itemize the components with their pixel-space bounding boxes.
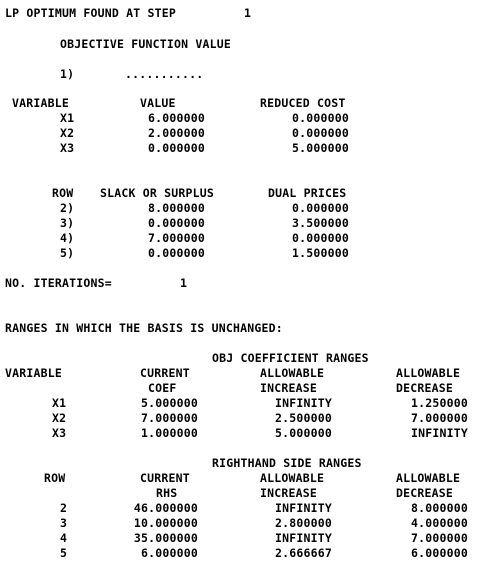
rhs-current: 10.000000	[133, 516, 198, 530]
value-header: VALUE	[140, 96, 176, 110]
rhs-increase-subheader: INCREASE	[260, 486, 317, 500]
rhs-subheader: RHS	[156, 486, 178, 500]
obj-ranges-title: OBJ COEFFICIENT RANGES	[212, 351, 369, 365]
row-slack: 0.000000	[148, 246, 205, 260]
objective-row-label: 1)	[60, 67, 75, 81]
obj-variable-name: X1	[52, 396, 67, 410]
rhs-allowable-decrease-header: ALLOWABLE	[396, 471, 461, 485]
variable-reduced-cost: 5.000000	[292, 141, 349, 155]
row-slack: 0.000000	[148, 216, 205, 230]
rhs-increase: 2.800000	[275, 516, 332, 530]
obj-increase: 2.500000	[275, 411, 332, 425]
objective-value: ...........	[125, 67, 204, 81]
variable-reduced-cost: 0.000000	[292, 126, 349, 140]
variable-value: 0.000000	[148, 141, 205, 155]
rhs-ranges-title: RIGHTHAND SIDE RANGES	[212, 456, 362, 470]
obj-decrease: 1.250000	[411, 396, 468, 410]
rhs-decrease-subheader: DECREASE	[396, 486, 453, 500]
slack-header: SLACK OR SURPLUS	[100, 186, 214, 200]
rhs-increase: 2.666667	[275, 546, 332, 560]
obj-allowable-decrease-header: ALLOWABLE	[396, 366, 461, 380]
obj-current: 7.000000	[141, 411, 198, 425]
rhs-decrease: 6.000000	[411, 546, 468, 560]
objective-function-label: OBJECTIVE FUNCTION VALUE	[60, 37, 231, 51]
variable-header: VARIABLE	[12, 96, 69, 110]
row-slack: 7.000000	[148, 231, 205, 245]
rhs-allowable-increase-header: ALLOWABLE	[260, 471, 325, 485]
row-label: 3)	[60, 216, 75, 230]
obj-variable-name: X2	[52, 411, 67, 425]
row-label: 2)	[60, 201, 75, 215]
iterations-label: NO. ITERATIONS=	[5, 276, 112, 290]
reduced-cost-header: REDUCED COST	[260, 96, 346, 110]
rhs-current: 6.000000	[141, 546, 198, 560]
obj-coef-subheader: COEF	[148, 381, 177, 395]
dual-prices-header: DUAL PRICES	[268, 186, 347, 200]
rhs-increase: INFINITY	[275, 501, 332, 515]
obj-current: 5.000000	[141, 396, 198, 410]
lp-optimum-label: LP OPTIMUM FOUND AT STEP	[5, 6, 176, 20]
rhs-current: 35.000000	[133, 531, 198, 545]
rhs-current-header: CURRENT	[140, 471, 190, 485]
row-dual: 0.000000	[292, 231, 349, 245]
obj-increase: INFINITY	[275, 396, 332, 410]
lp-optimum-step: 1	[244, 6, 252, 20]
rhs-row: 5	[60, 546, 68, 560]
iterations-value: 1	[180, 276, 188, 290]
obj-increase-subheader: INCREASE	[260, 381, 317, 395]
rhs-row: 3	[60, 516, 68, 530]
rhs-row-header: ROW	[44, 471, 66, 485]
obj-variable-header: VARIABLE	[5, 366, 62, 380]
variable-value: 2.000000	[148, 126, 205, 140]
ranges-title: RANGES IN WHICH THE BASIS IS UNCHANGED:	[5, 321, 283, 335]
rhs-row: 4	[60, 531, 68, 545]
rhs-decrease: 7.000000	[411, 531, 468, 545]
row-header: ROW	[52, 186, 74, 200]
variable-value: 6.000000	[148, 111, 205, 125]
row-dual: 3.500000	[292, 216, 349, 230]
obj-current-header: CURRENT	[140, 366, 190, 380]
row-dual: 1.500000	[292, 246, 349, 260]
obj-decrease: 7.000000	[411, 411, 468, 425]
rhs-current: 46.000000	[133, 501, 198, 515]
obj-current: 1.000000	[141, 426, 198, 440]
obj-decrease: INFINITY	[411, 426, 468, 440]
row-dual: 0.000000	[292, 201, 349, 215]
variable-reduced-cost: 0.000000	[292, 111, 349, 125]
rhs-increase: INFINITY	[275, 531, 332, 545]
obj-increase: 5.000000	[275, 426, 332, 440]
row-slack: 8.000000	[148, 201, 205, 215]
variable-name: X1	[60, 111, 75, 125]
obj-decrease-subheader: DECREASE	[396, 381, 453, 395]
rhs-row: 2	[60, 501, 68, 515]
rhs-decrease: 4.000000	[411, 516, 468, 530]
row-label: 4)	[60, 231, 75, 245]
rhs-decrease: 8.000000	[411, 501, 468, 515]
variable-name: X3	[60, 141, 75, 155]
obj-allowable-increase-header: ALLOWABLE	[260, 366, 325, 380]
row-label: 5)	[60, 246, 75, 260]
variable-name: X2	[60, 126, 75, 140]
obj-variable-name: X3	[52, 426, 67, 440]
